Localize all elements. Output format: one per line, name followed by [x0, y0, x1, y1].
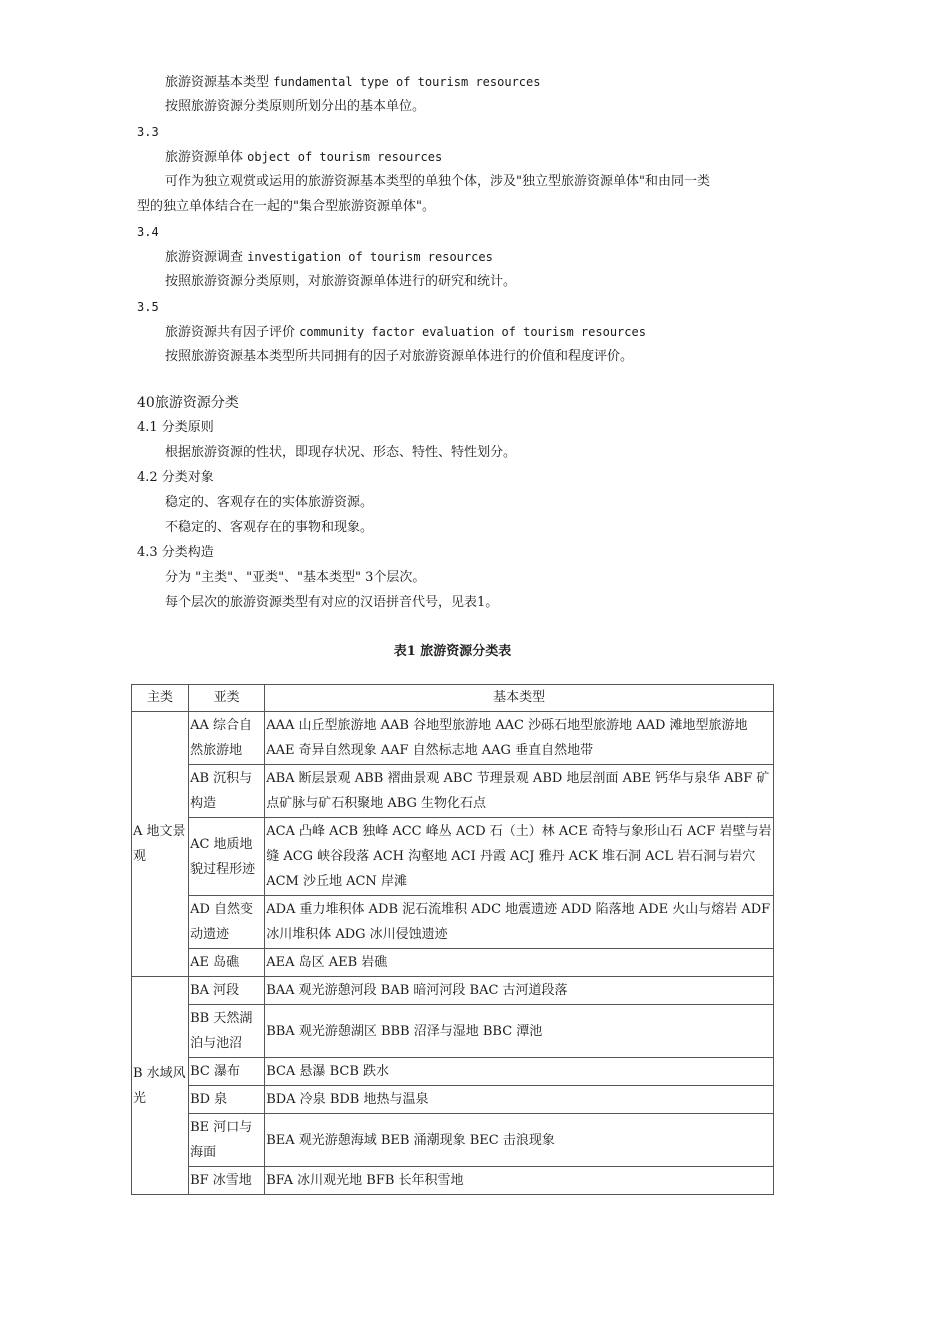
term-en: community factor evaluation of tourism resources [299, 325, 646, 339]
definition-term [165, 247, 493, 268]
subsection-text: 分为 "主类"、"亚类"、"基本类型" 3个层次。 [165, 570, 426, 585]
definition-term [165, 147, 442, 168]
sub-category: BD 泉 [189, 1086, 265, 1114]
term-en: object of tourism resources [247, 150, 443, 164]
term-en: fundamental type of tourism resources [273, 75, 541, 89]
table-caption: 表1 旅游资源分类表 [393, 644, 512, 659]
sub-category: BE 河口与海面 [189, 1114, 265, 1167]
table-row [132, 712, 774, 765]
table-row [132, 1114, 774, 1167]
basic-types: BFA 冰川观光地 BFB 长年积雪地 [265, 1167, 774, 1195]
table-row [132, 949, 774, 977]
sub-category: AE 岛礁 [189, 949, 265, 977]
sub-category: AA 综合自然旅游地 [189, 712, 265, 765]
header-sub: 亚类 [189, 685, 265, 712]
definition-text: 型的独立单体结合在一起的"集合型旅游资源单体"。 [137, 199, 435, 214]
definition-text: 按照旅游资源基本类型所共同拥有的因子对旅游资源单体进行的价值和程度评价。 [165, 349, 634, 364]
section-number: 3.3 [137, 125, 159, 139]
subsection-text: 每个层次的旅游资源类型有对应的汉语拼音代号，见表1。 [165, 595, 499, 610]
basic-types: BBA 观光游憩湖区 BBB 沼泽与湿地 BBC 潭池 [265, 1005, 774, 1058]
definition-text: 可作为独立观赏或运用的旅游资源基本类型的单独个体，涉及"独立型旅游资源单体"和由同一类 [165, 174, 710, 189]
basic-types: ACA 凸峰 ACB 独峰 ACC 峰丛 ACD 石（土）林 ACE 奇特与象形山石 ACF 岩壁与岩缝 ACG 峡谷段落 ACH 沟壑地 ACI 丹霞 ACJ 雅丹 ACK 堆石洞 ACL 岩石洞与岩穴 ACM 沙丘地 ACN 岸滩 [265, 818, 774, 896]
basic-types: BEA 观光游憩海域 BEB 涌潮现象 BEC 击浪现象 [265, 1114, 774, 1167]
basic-types: AAA 山丘型旅游地 AAB 谷地型旅游地 AAC 沙砾石地型旅游地 AAD 滩地型旅游地 AAE 奇异自然现象 AAF 自然标志地 AAG 垂直自然地带 [265, 712, 774, 765]
section-number: 3.5 [137, 300, 159, 314]
table-row [132, 1086, 774, 1114]
section-title: 40旅游资源分类 [137, 395, 239, 411]
header-types: 基本类型 [265, 685, 774, 712]
classification-table [131, 684, 774, 1195]
section-number: 3.4 [137, 225, 159, 239]
basic-types: BCA 悬瀑 BCB 跌水 [265, 1058, 774, 1086]
table-row [132, 765, 774, 818]
subsection-label: 4.3 分类构造 [137, 545, 214, 560]
basic-types: BDA 冷泉 BDB 地热与温泉 [265, 1086, 774, 1114]
subsection-label: 4.1 分类原则 [137, 420, 214, 435]
term-cn: 旅游资源共有因子评价 [165, 325, 296, 340]
subsection-text: 稳定的、客观存在的实体旅游资源。 [165, 495, 374, 510]
definition-text: 按照旅游资源分类原则，对旅游资源单体进行的研究和统计。 [165, 274, 517, 289]
sub-category: BB 天然湖泊与池沼 [189, 1005, 265, 1058]
subsection-text: 根据旅游资源的性状，即现存状况、形态、特性、特性划分。 [165, 445, 517, 460]
subsection-text: 不稳定的、客观存在的事物和现象。 [165, 520, 374, 535]
term-en: investigation of tourism resources [247, 250, 493, 264]
table-row [132, 1058, 774, 1086]
table-row [132, 1005, 774, 1058]
table-row [132, 1167, 774, 1195]
term-cn: 旅游资源基本类型 [165, 75, 270, 90]
sub-category: BF 冰雪地 [189, 1167, 265, 1195]
sub-category: AB 沉积与构造 [189, 765, 265, 818]
subsection-label: 4.2 分类对象 [137, 470, 214, 485]
basic-types: AEA 岛区 AEB 岩礁 [265, 949, 774, 977]
sub-category: AD 自然变动遗迹 [189, 896, 265, 949]
sub-category: AC 地质地貌过程形迹 [189, 818, 265, 896]
main-category: B 水域风光 [132, 977, 189, 1195]
main-category: A 地文景观 [132, 712, 189, 977]
basic-types: ADA 重力堆积体 ADB 泥石流堆积 ADC 地震遗迹 ADD 陷落地 ADE 火山与熔岩 ADF 冰川堆积体 ADG 冰川侵蚀遗迹 [265, 896, 774, 949]
basic-types: ABA 断层景观 ABB 褶曲景观 ABC 节理景观 ABD 地层剖面 ABE 钙华与泉华 ABF 矿点矿脉与矿石积聚地 ABG 生物化石点 [265, 765, 774, 818]
sub-category: BC 瀑布 [189, 1058, 265, 1086]
table-header-row [132, 685, 774, 712]
table-row [132, 977, 774, 1005]
sub-category: BA 河段 [189, 977, 265, 1005]
definition-term [165, 322, 646, 343]
definition-term [165, 72, 540, 93]
term-cn: 旅游资源调查 [165, 250, 244, 265]
table-row [132, 896, 774, 949]
header-main: 主类 [132, 685, 189, 712]
definition-text: 按照旅游资源分类原则所划分出的基本单位。 [165, 99, 426, 114]
table-row [132, 818, 774, 896]
term-cn: 旅游资源单体 [165, 150, 244, 165]
basic-types: BAA 观光游憩河段 BAB 暗河河段 BAC 古河道段落 [265, 977, 774, 1005]
